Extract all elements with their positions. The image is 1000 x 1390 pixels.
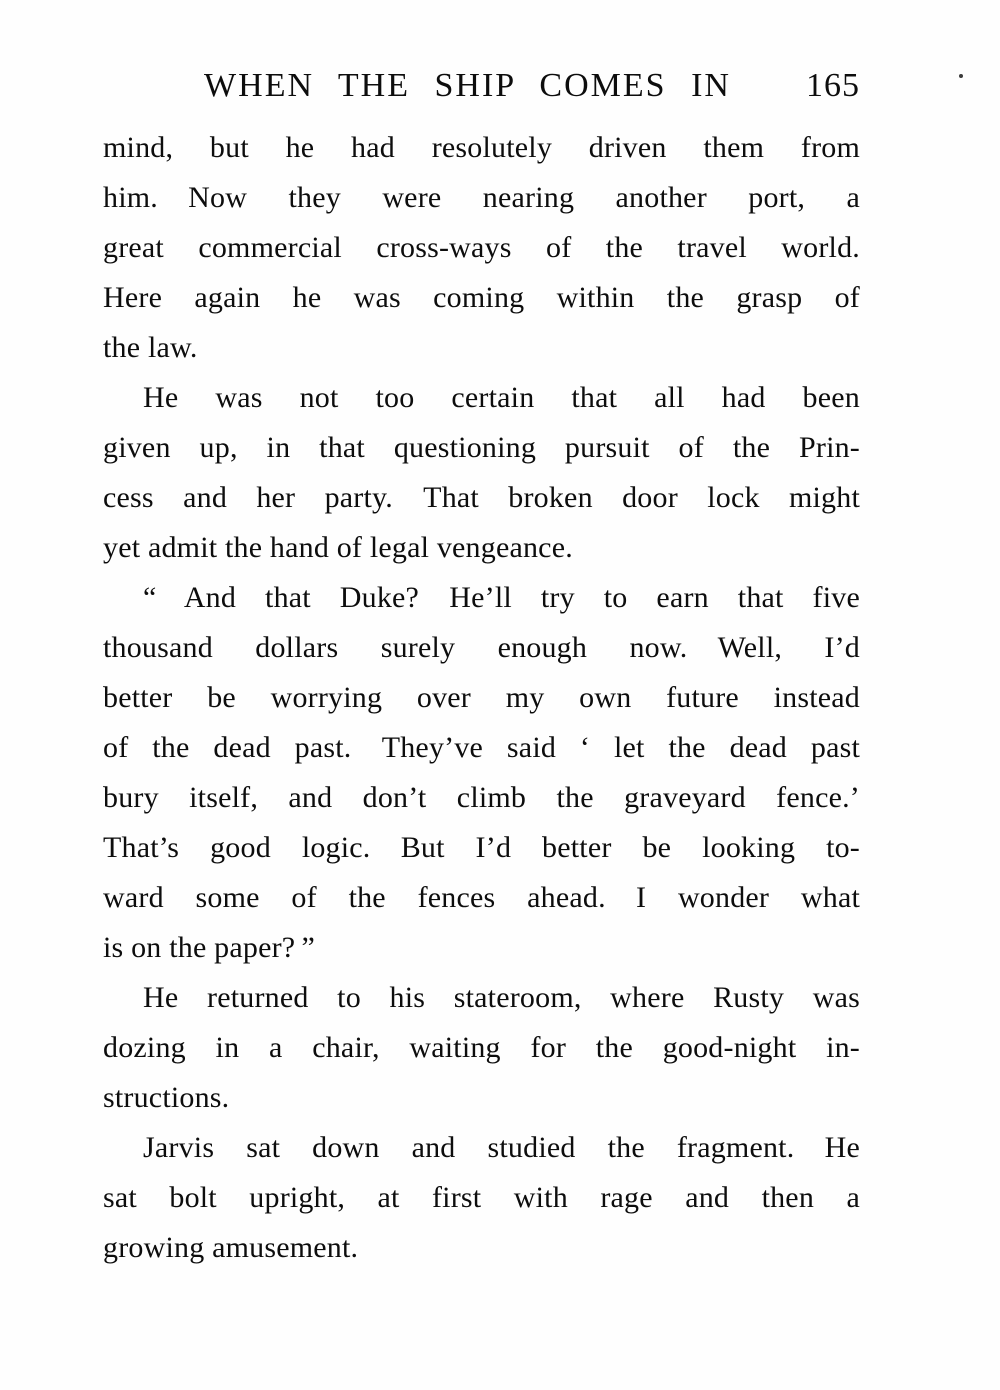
text-line: the law. (103, 331, 198, 364)
text-line: is on the paper? ” (103, 931, 316, 964)
header-title: WHEN THE SHIP COMES IN (204, 67, 731, 104)
text-line: growing amusement. (103, 1231, 359, 1264)
text-line: better be worrying over my own future instead (103, 681, 860, 714)
text-line: bury itself, and don’t climb the graveyard fence.’ (103, 781, 860, 814)
text-line: him. Now they were nearing another port, a (103, 181, 860, 214)
text-line: Jarvis sat down and studied the fragment. He (143, 1131, 860, 1164)
paragraph (103, 1123, 860, 1273)
text-line: cess and her party. That broken door lock might (103, 481, 860, 514)
text-line: He was not too certain that all had been (143, 381, 860, 414)
text-line: structions. (103, 1081, 230, 1114)
text-line: mind, but he had resolutely driven them from (103, 131, 860, 164)
text-line: yet admit the hand of legal vengeance. (103, 531, 573, 564)
page-header (103, 66, 860, 110)
text-line: He returned to his stateroom, where Rusty was (143, 981, 860, 1014)
page-number: 165 (806, 67, 860, 104)
text-body (103, 123, 860, 1273)
paragraph (103, 973, 860, 1123)
text-line: Here again he was coming within the grasp of (103, 281, 860, 314)
text-line: given up, in that questioning pursuit of the Prin- (103, 431, 860, 464)
text-line: great commercial cross-ways of the travel world. (103, 231, 860, 264)
text-line: thousand dollars surely enough now. Well, I’d (103, 631, 860, 664)
text-line: “ And that Duke? He’ll try to earn that five (143, 581, 860, 614)
text-line: That’s good logic. But I’d better be looking to- (103, 831, 860, 864)
paragraph (103, 123, 860, 373)
paragraph (103, 373, 860, 573)
text-line: sat bolt upright, at first with rage and then a (103, 1181, 860, 1214)
text-line: dozing in a chair, waiting for the good-night in- (103, 1031, 860, 1064)
text-line: of the dead past. They’ve said ‘ let the dead past (103, 731, 860, 764)
text-line: ward some of the fences ahead. I wonder what (103, 881, 860, 914)
scan-speck (959, 74, 963, 78)
paragraph (103, 573, 860, 973)
